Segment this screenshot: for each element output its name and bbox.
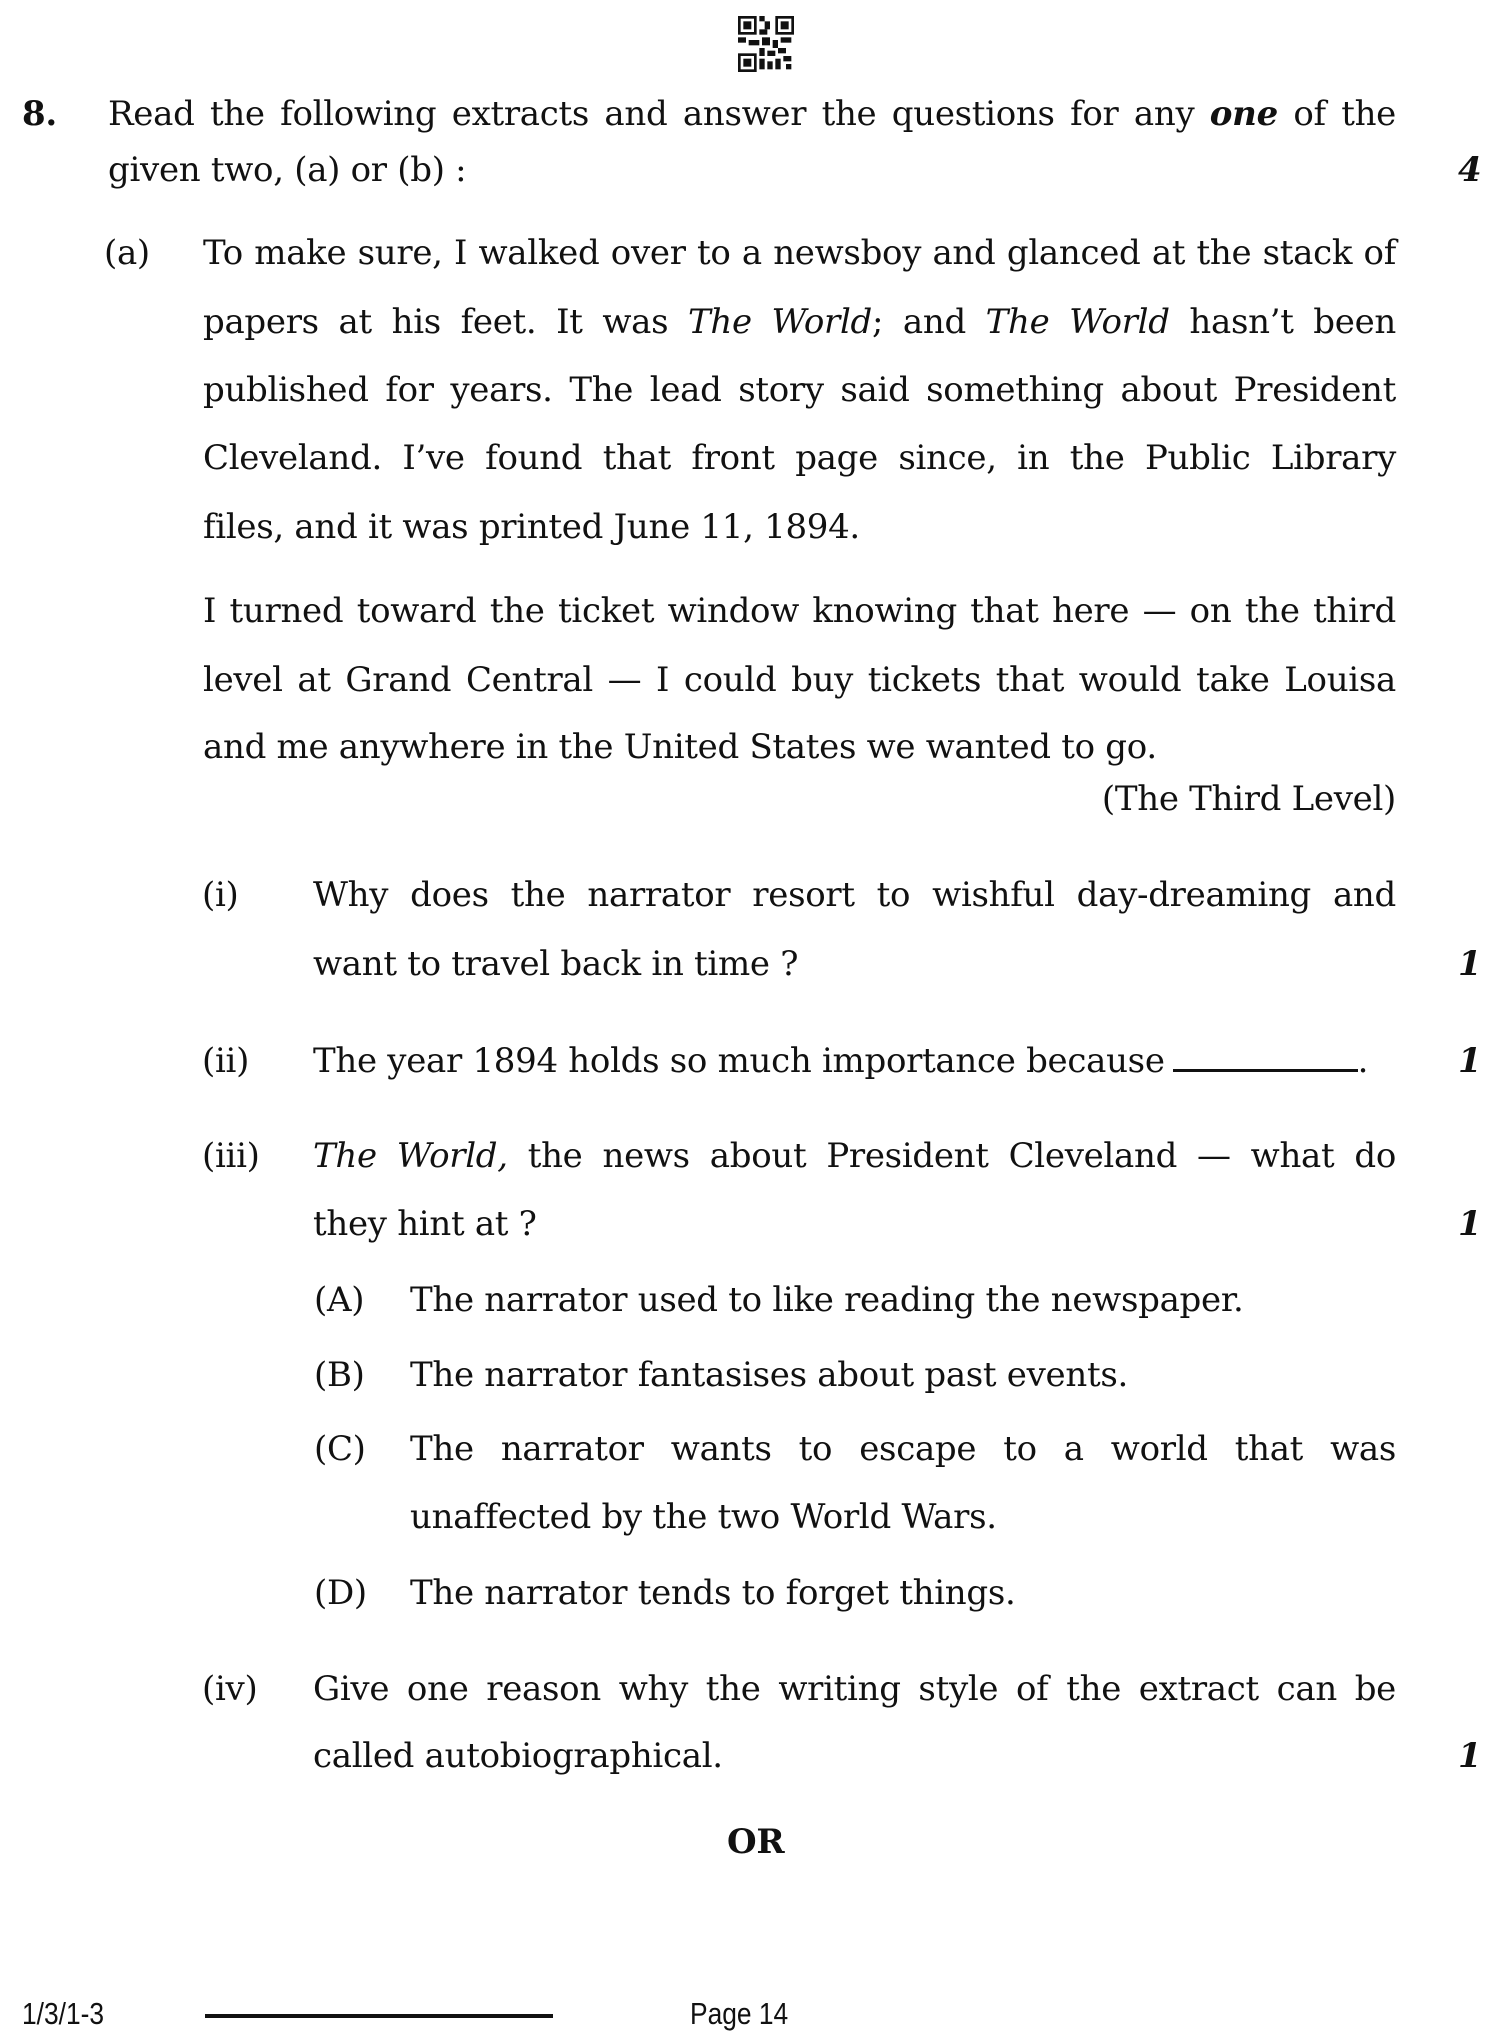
option-text: The narrator used to like reading the newspaper. xyxy=(410,1280,1244,1320)
text-span: papers at his feet. It was xyxy=(203,302,688,342)
text-span: The year 1894 holds so much importance because xyxy=(313,1041,1165,1081)
question-number: 8. xyxy=(22,94,57,134)
newspaper-title: The World xyxy=(985,302,1170,342)
question-instruction-line2: given two, (a) or (b) : xyxy=(108,150,467,190)
subquestion-text: want to travel back in time ? xyxy=(313,944,799,984)
subquestion-marks: 1 xyxy=(1458,1041,1482,1081)
subquestion-marks: 1 xyxy=(1458,1204,1482,1244)
option-label: (D) xyxy=(314,1573,367,1613)
extract-source: (The Third Level) xyxy=(1101,779,1396,819)
subquestion-text: they hint at ? xyxy=(313,1204,537,1244)
instruction-text-end: of the xyxy=(1293,94,1396,134)
footer-divider xyxy=(205,2014,553,2018)
footer-code: 1/3/1-3 xyxy=(22,1996,105,2031)
instruction-text: Read the following extracts and answer the questions for any xyxy=(108,94,1195,134)
extract-line: I turned toward the ticket window knowing that here — on the third xyxy=(203,591,1396,631)
subquestion-text: Give one reason why the writing style of the extract can be xyxy=(313,1669,1396,1709)
extract-line: files, and it was printed June 11, 1894. xyxy=(203,507,860,547)
option-text: unaffected by the two World Wars. xyxy=(410,1497,997,1537)
option-label: (B) xyxy=(314,1355,365,1395)
extract-line: level at Grand Central — I could buy tickets that would take Louisa xyxy=(203,660,1396,700)
text-span: the news about President Cleveland — what do xyxy=(507,1136,1396,1176)
question-instruction xyxy=(108,94,1396,134)
extract-line xyxy=(203,302,1396,342)
subquestion-label: (iv) xyxy=(202,1669,258,1709)
instruction-emphasis: one xyxy=(1209,94,1278,134)
subquestion-label: (iii) xyxy=(202,1136,260,1176)
text-span: . xyxy=(1357,1041,1369,1081)
extract-label: (a) xyxy=(104,233,150,273)
extract-line: published for years. The lead story said something about President xyxy=(203,370,1396,410)
fill-in-blank xyxy=(1173,1068,1358,1072)
qr-code-icon xyxy=(738,16,794,72)
question-marks: 4 xyxy=(1458,150,1482,190)
subquestion-text: Why does the narrator resort to wishful day-dreaming and xyxy=(313,875,1396,915)
subquestion-label: (i) xyxy=(202,875,239,915)
subquestion-label: (ii) xyxy=(202,1041,250,1081)
subquestion-marks: 1 xyxy=(1458,1736,1482,1776)
or-separator: OR xyxy=(727,1822,785,1862)
text-span: ; and xyxy=(872,302,986,342)
newspaper-title: The World, xyxy=(313,1136,508,1176)
subquestion-text xyxy=(313,1136,1396,1176)
option-label: (A) xyxy=(314,1280,365,1320)
subquestion-text xyxy=(313,1041,1368,1081)
page-number: Page 14 xyxy=(690,1996,789,2031)
option-text: The narrator fantasises about past events. xyxy=(410,1355,1128,1395)
text-span: hasn’t been xyxy=(1169,302,1396,342)
extract-line: and me anywhere in the United States we wanted to go. xyxy=(203,727,1157,767)
option-text: The narrator wants to escape to a world that was xyxy=(410,1429,1396,1469)
newspaper-title: The World xyxy=(688,302,873,342)
subquestion-marks: 1 xyxy=(1458,944,1482,984)
extract-line: Cleveland. I’ve found that front page since, in the Public Library xyxy=(203,438,1396,478)
option-text: The narrator tends to forget things. xyxy=(410,1573,1016,1613)
extract-line: To make sure, I walked over to a newsboy and glanced at the stack of xyxy=(203,233,1396,273)
subquestion-text: called autobiographical. xyxy=(313,1736,723,1776)
option-label: (C) xyxy=(314,1429,366,1469)
